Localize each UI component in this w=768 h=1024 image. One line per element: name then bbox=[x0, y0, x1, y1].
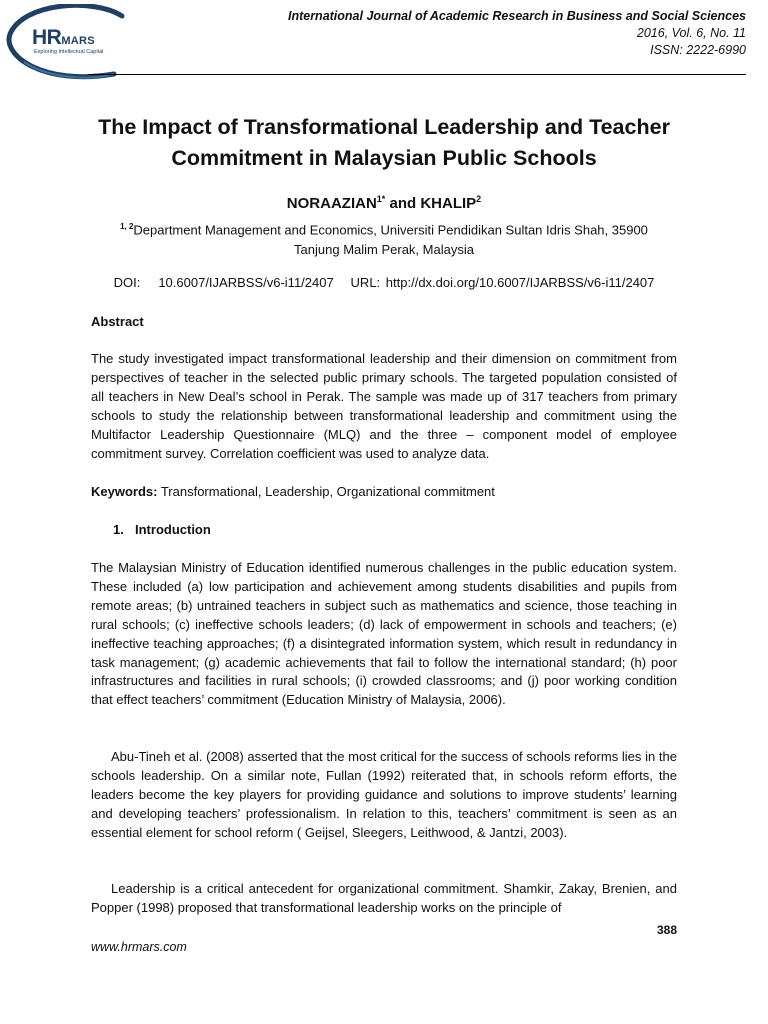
doi-value[interactable]: 10.6007/IJARBSS/v6-i11/2407 bbox=[158, 275, 334, 290]
intro-paragraph-2: Abu-Tineh et al. (2008) asserted that the most critical for the success of schools reforms lies in the schools leadership. On a similar note, Fullan (1992) reiterated that, in schools reform efforts, the leaders become the key players for providing guidance and solutions to improve students’ learning and developing teachers’ professionalism. In relation to this, teachers’ commitment is seen as an essential element for school reform ( Geijsel, Sleegers, Leithwood, & Jantzi, 2003). bbox=[91, 749, 677, 840]
author-2: KHALIP bbox=[420, 195, 477, 212]
affiliation-line-2: Tanjung Malim Perak, Malaysia bbox=[294, 242, 474, 258]
section-heading-introduction bbox=[113, 522, 211, 537]
affiliation-sup: 1, 2 bbox=[120, 222, 134, 231]
url-link[interactable]: http://dx.doi.org/10.6007/IJARBSS/v6-i11/2407 bbox=[385, 275, 655, 290]
abstract-text: The study investigated impact transformational leadership and their dimension on commitment from perspectives of teacher in the selected public primary schools. The targeted population consisted of all teachers in New Deal’s school in Perak. The sample was made up of 317 teachers from primary schools to study the relationship between transformational leadership and commitment using the Multifactor Leadership Questionnaire (MLQ) and the three – component model of employee commitment survey. Correlation coefficient was used to analyze data. bbox=[91, 351, 677, 461]
journal-header bbox=[288, 8, 746, 59]
keywords-value: Transformational, Leadership, Organizational commitment bbox=[157, 484, 495, 499]
author-joiner: and bbox=[385, 195, 421, 212]
logo-wordmark bbox=[32, 26, 95, 50]
intro-paragraph-1: The Malaysian Ministry of Education identified numerous challenges in the public education system. These included (a) low participation and achievement among students disabilities and pupils from remote areas; (b) untrained teachers in subject such as mathematics and science, those teaching in rural schools; (c) ineffective schools leaders; (d) lack of empowerment in schools and teachers; (e) ineffective teaching approaches; (f) a disintegrated information system, which result in redundancy in task management; (g) academic achievements that fail to follow the international standard; (h) poor infrastructures and facilities in rural schools; (i) crowded classrooms; and (j) poor working condition that effect teachers’ commitment (Education Ministry of Malaysia, 2006). bbox=[91, 560, 677, 708]
logo-mars-text: MARS bbox=[61, 35, 95, 47]
url-label: URL: bbox=[350, 275, 381, 290]
logo-tagline: Exploring Intellectual Capital bbox=[34, 49, 104, 55]
author-1: NORAAZIAN bbox=[286, 195, 377, 212]
section-title: Introduction bbox=[135, 522, 211, 537]
doi-label: DOI: bbox=[113, 275, 141, 290]
author-line bbox=[60, 194, 708, 212]
article-title: The Impact of Transformational Leadership and Teacher Commitment in Malaysian Public Schools bbox=[98, 115, 670, 170]
affiliation-line-1: Department Management and Economics, Universiti Pendidikan Sultan Idris Shah, 35900 bbox=[133, 222, 648, 238]
header-divider bbox=[88, 74, 746, 75]
page-number: 388 bbox=[656, 923, 677, 937]
journal-name: International Journal of Academic Research in Business and Social Sciences bbox=[287, 9, 746, 23]
keywords-line bbox=[91, 484, 495, 499]
journal-issue: 2016, Vol. 6, No. 11 bbox=[636, 26, 746, 40]
intro-paragraph-3: Leadership is a critical antecedent for organizational commitment. Shamkir, Zakay, Brenien, and Popper (1998) proposed that transformational leadership works on the principle of bbox=[91, 881, 677, 915]
keywords-label: Keywords: bbox=[91, 484, 158, 499]
doi-line bbox=[60, 275, 708, 290]
section-number: 1. bbox=[113, 522, 124, 537]
website-link[interactable]: www.hrmars.com bbox=[91, 940, 187, 954]
journal-issn: ISSN: 2222-6990 bbox=[650, 43, 746, 57]
author-2-sup: 2 bbox=[476, 194, 482, 204]
affiliation bbox=[60, 217, 708, 260]
abstract-heading: Abstract bbox=[91, 314, 144, 329]
logo-hr-text: HR bbox=[32, 26, 62, 49]
hrmars-logo bbox=[4, 4, 128, 84]
author-1-sup: 1* bbox=[376, 194, 386, 204]
